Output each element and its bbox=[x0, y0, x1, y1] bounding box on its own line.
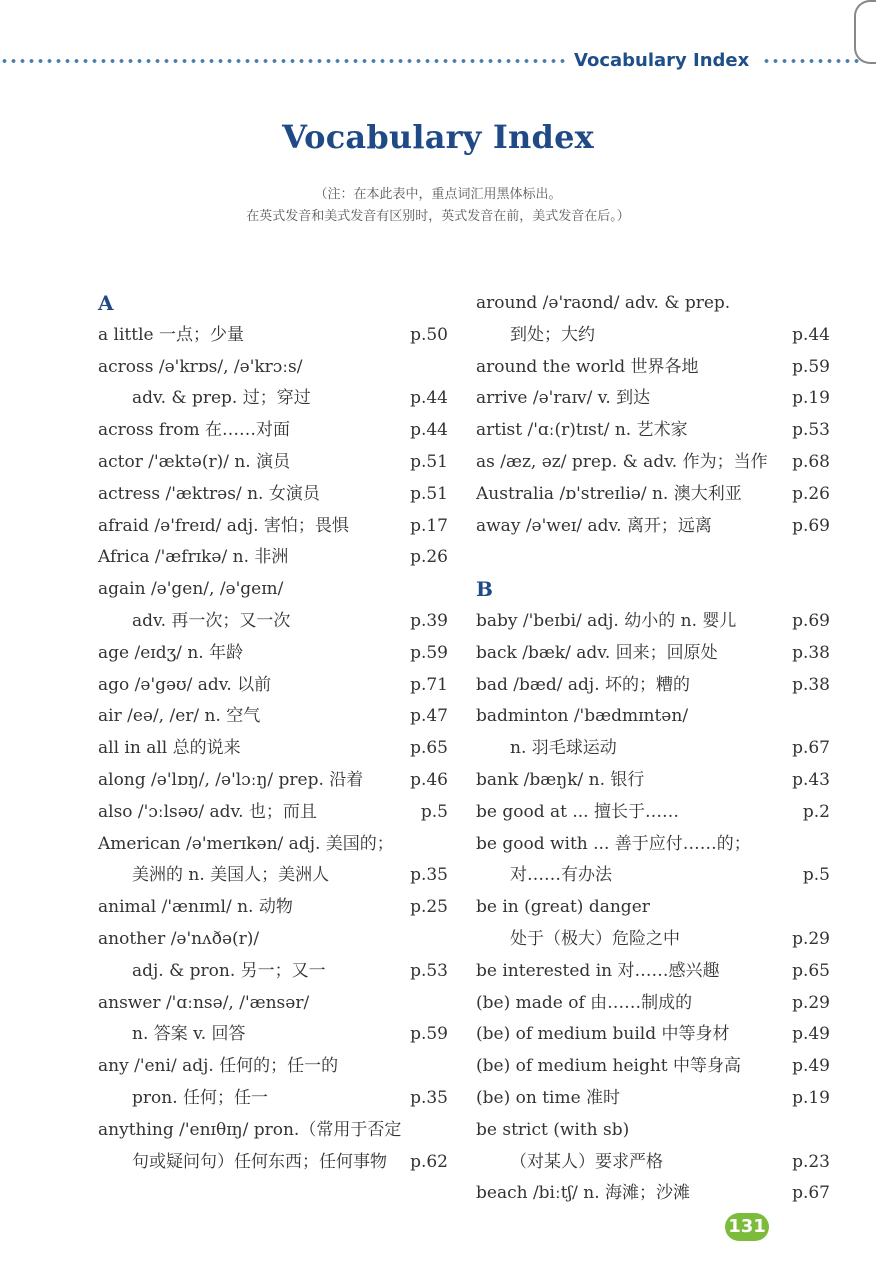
index-entry bbox=[98, 924, 448, 956]
entry-page-ref: p.65 bbox=[410, 738, 448, 759]
index-entry bbox=[98, 797, 448, 829]
index-entry bbox=[98, 415, 448, 447]
entry-text: around /ə'raʊnd/ adv. & prep. bbox=[476, 293, 731, 313]
index-entry bbox=[98, 701, 448, 733]
page-title: Vocabulary Index bbox=[282, 118, 594, 156]
entry-text: n. 答案 v. 回答 bbox=[132, 1024, 246, 1045]
entry-page-ref: p.68 bbox=[792, 451, 830, 472]
entry-page-ref: p.19 bbox=[792, 388, 830, 409]
entry-text: be in (great) danger bbox=[476, 897, 650, 918]
entry-page-ref: p.35 bbox=[410, 865, 448, 886]
entry-text: as /æz, əz/ prep. & adv. 作为；当作 bbox=[476, 451, 768, 472]
entry-text: adv. & prep. 过；穿过 bbox=[132, 388, 311, 409]
index-note-line-1: （注：在本此表中，重点词汇用黑体标出。 bbox=[314, 187, 562, 202]
index-column-right bbox=[476, 288, 830, 1210]
entry-page-ref: p.46 bbox=[410, 769, 448, 790]
index-entry-continuation bbox=[98, 1147, 448, 1179]
entry-text: ago /ə'gəʊ/ adv. 以前 bbox=[98, 674, 272, 695]
index-note-line-2: 在英式发音和美式发音有区别时，英式发音在前，美式发音在后。） bbox=[246, 209, 630, 224]
entry-page-ref: p.69 bbox=[792, 515, 830, 536]
entry-page-ref: p.47 bbox=[410, 706, 448, 727]
entry-text: any /'eni/ adj. 任何的；任一的 bbox=[98, 1056, 339, 1077]
entry-text: 句或疑问句）任何东西；任何事物 bbox=[132, 1151, 387, 1172]
index-entry bbox=[98, 733, 448, 765]
entry-text: (be) on time 准时 bbox=[476, 1087, 621, 1108]
index-entry bbox=[476, 1083, 830, 1115]
entry-text: be good with ... 善于应付……的； bbox=[476, 833, 751, 854]
index-entry bbox=[476, 638, 830, 670]
page-tab-marker bbox=[854, 0, 876, 64]
entry-text: also /'ɔːlsəʊ/ adv. 也；而且 bbox=[98, 801, 317, 822]
index-entry-continuation bbox=[98, 1019, 448, 1051]
entry-page-ref: p.25 bbox=[410, 897, 448, 918]
index-entry bbox=[98, 638, 448, 670]
index-entry bbox=[476, 383, 830, 415]
entry-text: adv. 再一次；又一次 bbox=[132, 610, 291, 631]
entry-text: actor /'æktə(r)/ n. 演员 bbox=[98, 451, 291, 472]
entry-page-ref: p.44 bbox=[410, 388, 448, 409]
index-entry bbox=[98, 1115, 448, 1147]
running-header bbox=[0, 48, 876, 74]
entry-text: be interested in 对……感兴趣 bbox=[476, 960, 720, 981]
entry-text: back /bæk/ adv. 回来；回原处 bbox=[476, 642, 718, 663]
entry-text: a little 一点；少量 bbox=[98, 324, 244, 345]
entry-text: bank /bæŋk/ n. 银行 bbox=[476, 769, 645, 790]
dotted-rule-left bbox=[0, 58, 566, 64]
entry-text: age /eɪdʒ/ n. 年龄 bbox=[98, 642, 244, 663]
running-title: Vocabulary Index bbox=[574, 50, 750, 71]
index-entry bbox=[476, 1178, 830, 1210]
index-entry bbox=[476, 1051, 830, 1083]
entry-text: arrive /ə'raɪv/ v. 到达 bbox=[476, 388, 651, 409]
index-entry bbox=[476, 670, 830, 702]
index-entry bbox=[98, 511, 448, 543]
entry-page-ref: p.53 bbox=[792, 420, 830, 441]
entry-page-ref: p.29 bbox=[792, 928, 830, 949]
entry-text: baby /'beɪbi/ adj. 幼小的 n. 婴儿 bbox=[476, 610, 737, 631]
index-entry bbox=[98, 574, 448, 606]
entry-page-ref: p.44 bbox=[410, 420, 448, 441]
entry-page-ref: p.49 bbox=[792, 1056, 830, 1077]
index-entry bbox=[476, 479, 830, 511]
entry-page-ref: p.69 bbox=[792, 610, 830, 631]
entry-page-ref: p.59 bbox=[410, 1024, 448, 1045]
entry-text: again /ə'gen/, /ə'geɪn/ bbox=[98, 579, 284, 600]
index-entry-continuation bbox=[98, 383, 448, 415]
entry-page-ref: p.67 bbox=[792, 738, 830, 759]
entry-text: afraid /ə'freɪd/ adj. 害怕；畏惧 bbox=[98, 515, 349, 536]
entry-text: answer /'ɑːnsə/, /'ænsər/ bbox=[98, 992, 310, 1013]
index-entry bbox=[98, 320, 448, 352]
entry-text: bad /bæd/ adj. 坏的；糟的 bbox=[476, 674, 691, 695]
entry-page-ref: p.44 bbox=[792, 324, 830, 345]
entry-page-ref: p.71 bbox=[410, 674, 448, 695]
index-entry bbox=[476, 765, 830, 797]
section-letter: B bbox=[476, 577, 493, 602]
entry-text: American /ə'merɪkən/ adj. 美国的； bbox=[98, 833, 394, 854]
entry-page-ref: p.38 bbox=[792, 674, 830, 695]
index-entry-continuation bbox=[98, 1083, 448, 1115]
index-entry-continuation bbox=[476, 1147, 830, 1179]
entry-text: be strict (with sb) bbox=[476, 1119, 630, 1140]
entry-text: pron. 任何；任一 bbox=[132, 1087, 268, 1108]
entry-text: (be) of medium build 中等身材 bbox=[476, 1024, 730, 1045]
entry-text: 美洲的 n. 美国人；美洲人 bbox=[132, 865, 330, 886]
entry-text: adj. & pron. 另一；又一 bbox=[132, 960, 326, 981]
entry-page-ref: p.17 bbox=[410, 515, 448, 536]
index-entry bbox=[98, 542, 448, 574]
index-entry bbox=[476, 956, 830, 988]
entry-page-ref: p.51 bbox=[410, 483, 448, 504]
index-entry bbox=[98, 765, 448, 797]
index-entry bbox=[476, 892, 830, 924]
index-entry bbox=[98, 479, 448, 511]
entry-text: (be) made of 由……制成的 bbox=[476, 992, 693, 1013]
index-entry bbox=[476, 1115, 830, 1147]
index-entry bbox=[476, 415, 830, 447]
index-entry bbox=[476, 701, 830, 733]
entry-page-ref: p.19 bbox=[792, 1087, 830, 1108]
entry-text: another /ə'nʌðə(r)/ bbox=[98, 928, 260, 949]
index-column-left bbox=[98, 288, 448, 1178]
index-entry bbox=[98, 829, 448, 861]
entry-page-ref: p.51 bbox=[410, 451, 448, 472]
entry-text: all in all 总的说来 bbox=[98, 738, 241, 759]
entry-text: (be) of medium height 中等身高 bbox=[476, 1056, 742, 1077]
entry-page-ref: p.67 bbox=[792, 1183, 830, 1204]
entry-text: 对……有办法 bbox=[510, 865, 612, 886]
index-entry bbox=[476, 352, 830, 384]
entry-page-ref: p.23 bbox=[792, 1151, 830, 1172]
index-entry bbox=[98, 988, 448, 1020]
entry-page-ref: p.39 bbox=[410, 610, 448, 631]
entry-page-ref: p.62 bbox=[410, 1151, 448, 1172]
entry-page-ref: p.26 bbox=[792, 483, 830, 504]
section-letter: A bbox=[98, 291, 114, 315]
index-entry bbox=[476, 288, 830, 320]
index-entry bbox=[98, 352, 448, 384]
entry-text: actress /'æktrəs/ n. 女演员 bbox=[98, 483, 320, 504]
entry-page-ref: p.5 bbox=[420, 801, 448, 822]
index-entry bbox=[476, 511, 830, 543]
entry-page-ref: p.50 bbox=[410, 324, 448, 345]
entry-page-ref: p.59 bbox=[792, 356, 830, 377]
index-entry bbox=[98, 670, 448, 702]
entry-text: around the world 世界各地 bbox=[476, 356, 699, 377]
entry-page-ref: p.49 bbox=[792, 1024, 830, 1045]
entry-text: anything /'enɪθɪŋ/ pron.（常用于否定 bbox=[98, 1119, 402, 1140]
index-entry bbox=[476, 447, 830, 479]
index-entry-continuation bbox=[476, 860, 830, 892]
entry-page-ref: p.2 bbox=[802, 801, 830, 822]
entry-text: away /ə'weɪ/ adv. 离开；远离 bbox=[476, 515, 712, 536]
index-entry bbox=[98, 447, 448, 479]
entry-page-ref: p.5 bbox=[802, 865, 830, 886]
entry-text: Australia /ɒ'streɪliə/ n. 澳大利亚 bbox=[476, 483, 742, 504]
entry-text: along /ə'lɒŋ/, /ə'lɔːŋ/ prep. 沿着 bbox=[98, 769, 364, 790]
entry-text: artist /'ɑː(r)tɪst/ n. 艺术家 bbox=[476, 420, 688, 441]
index-entry bbox=[476, 1019, 830, 1051]
entry-text: （对某人）要求严格 bbox=[510, 1151, 663, 1172]
entry-text: badminton /'bædmɪntən/ bbox=[476, 706, 689, 727]
entry-page-ref: p.26 bbox=[410, 547, 448, 568]
index-entry bbox=[476, 606, 830, 638]
entry-text: across from 在……对面 bbox=[98, 420, 291, 441]
entry-page-ref: p.35 bbox=[410, 1087, 448, 1108]
index-entry-continuation bbox=[98, 860, 448, 892]
entry-page-ref: p.38 bbox=[792, 642, 830, 663]
entry-text: across /ə'krɒs/, /ə'krɔːs/ bbox=[98, 356, 303, 377]
entry-text: beach /biːtʃ/ n. 海滩；沙滩 bbox=[476, 1183, 691, 1204]
entry-text: 到处；大约 bbox=[510, 324, 595, 345]
section-gap bbox=[476, 542, 830, 574]
index-entry-continuation bbox=[98, 956, 448, 988]
entry-page-ref: p.65 bbox=[792, 960, 830, 981]
entry-text: n. 羽毛球运动 bbox=[510, 738, 617, 759]
entry-page-ref: p.29 bbox=[792, 992, 830, 1013]
index-entry-continuation bbox=[476, 924, 830, 956]
entry-text: Africa /'æfrɪkə/ n. 非洲 bbox=[98, 547, 289, 568]
entry-page-ref: p.53 bbox=[410, 960, 448, 981]
entry-page-ref: p.59 bbox=[410, 642, 448, 663]
index-entry bbox=[98, 1051, 448, 1083]
page-number-badge: 131 bbox=[725, 1213, 769, 1241]
entry-text: 处于（极大）危险之中 bbox=[510, 928, 680, 949]
index-entry bbox=[98, 892, 448, 924]
index-entry-continuation bbox=[476, 733, 830, 765]
entry-text: animal /'ænɪml/ n. 动物 bbox=[98, 897, 293, 918]
index-entry bbox=[476, 988, 830, 1020]
entry-text: air /eə/, /er/ n. 空气 bbox=[98, 706, 261, 727]
index-entry-continuation bbox=[476, 320, 830, 352]
index-entry bbox=[476, 797, 830, 829]
index-entry bbox=[476, 829, 830, 861]
index-entry-continuation bbox=[98, 606, 448, 638]
entry-text: be good at ... 擅长于…… bbox=[476, 801, 679, 822]
entry-page-ref: p.43 bbox=[792, 769, 830, 790]
